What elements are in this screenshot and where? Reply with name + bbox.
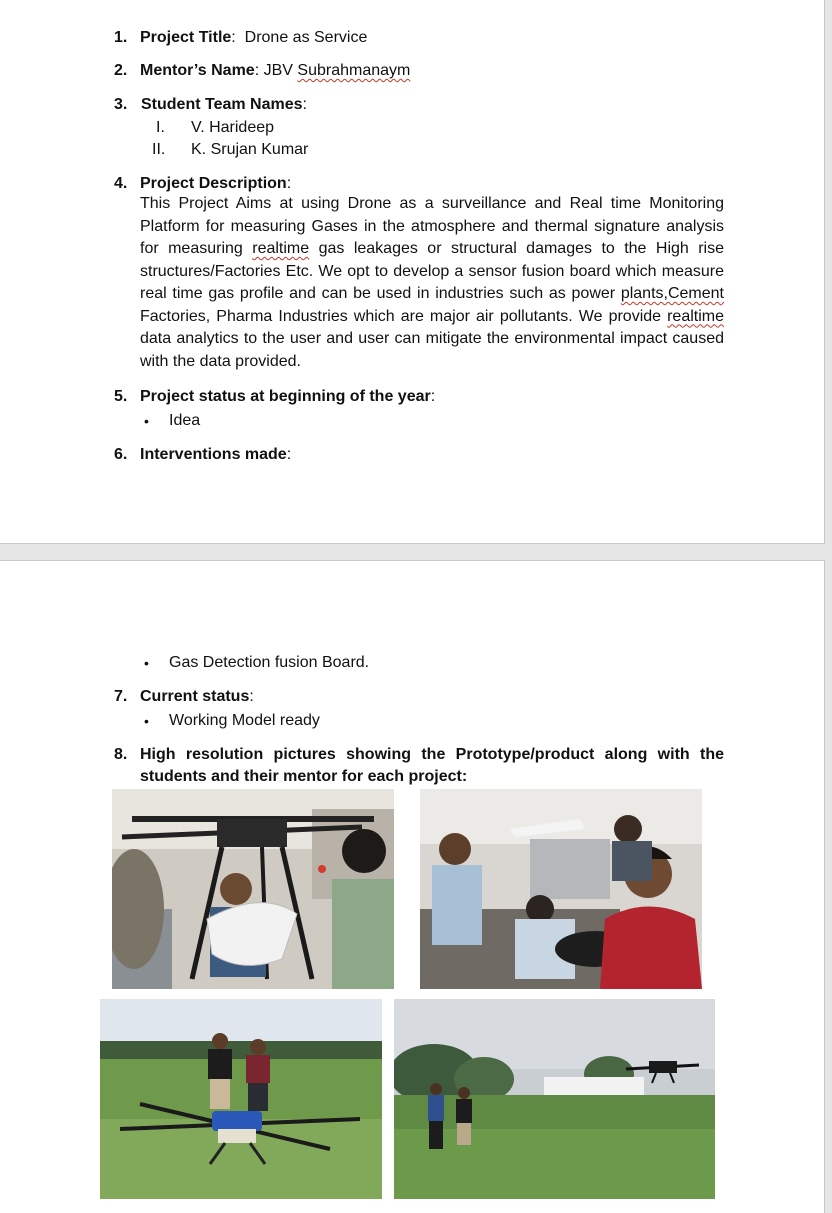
item-number: 4. (114, 175, 128, 192)
colon: : (286, 175, 292, 192)
description-misspelled-word: plants,Cement (620, 285, 724, 302)
colon: : (430, 388, 436, 405)
description-label: Project Description (140, 175, 287, 192)
member-name: V. Harideep (191, 119, 275, 136)
item-number: 1. (114, 29, 128, 46)
pictures-heading-line-1: High resolution pictures showing the Prototype/product along with the (140, 746, 724, 763)
document-page-2 (0, 560, 825, 1213)
item-number: 5. (114, 388, 128, 405)
mentor-name-line (140, 60, 410, 82)
item-number: 7. (114, 688, 128, 705)
pictures-heading-line-2: students and their mentor for each project: (140, 768, 468, 785)
team-names-label: Student Team Names (141, 96, 303, 113)
description-line (140, 173, 291, 195)
colon: : (302, 96, 307, 113)
bullet-icon: • (144, 713, 149, 729)
status-begin-label: Project status at beginning of the year (140, 388, 431, 405)
status-begin-line (140, 386, 435, 408)
interventions-label: Interventions made (140, 446, 287, 463)
item-number: 8. (114, 746, 128, 763)
item-number: 3. (114, 96, 128, 113)
bullet-icon: • (144, 413, 149, 429)
project-description (140, 193, 724, 373)
member-name: K. Srujan Kumar (191, 141, 309, 158)
colon: : (254, 62, 260, 79)
interventions-line (140, 444, 291, 466)
current-status-value: Working Model ready (169, 712, 320, 729)
description-text: gas leakages or structural damages to the High rise structures/Factories Etc. We opt to develop a sensor fusion board which measure real time gas profile and can be used in industries such as power (140, 240, 725, 302)
current-status-line (140, 686, 254, 708)
description-text: This Project Aims at using Drone as a surveillance and Real time Monitoring Platform for measuring Gases in the atmosphere and thermal signature analysis for measuring (140, 195, 724, 257)
mentor-name-label: Mentor’s Name (140, 62, 255, 79)
project-title-value: Drone as Service (244, 29, 368, 46)
project-title-line (140, 27, 367, 49)
item-number: 2. (114, 62, 128, 79)
description-misspelled-word: realtime (252, 240, 310, 257)
document-page-1 (0, 0, 825, 544)
colon: : (286, 446, 292, 463)
photo-drone-flying (394, 999, 715, 1199)
project-title-label: Project Title (140, 29, 232, 46)
item-number: 6. (114, 446, 128, 463)
colon: : (231, 29, 236, 46)
current-status-label: Current status (140, 688, 250, 705)
member-numeral: I. (156, 119, 165, 136)
photo-indoor-team-drone (112, 789, 394, 989)
interventions-value: Gas Detection fusion Board. (169, 654, 370, 671)
colon: : (249, 688, 254, 705)
team-names-line (141, 94, 307, 116)
description-misspelled-word: realtime (667, 307, 724, 325)
bullet-icon: • (144, 655, 149, 671)
description-text: data analytics to the user and user can mitigate the environmental impact caused with the data provided. (140, 330, 724, 370)
photo-field-drone-ground (100, 999, 382, 1199)
photo-lab-selfie (420, 789, 702, 989)
member-numeral: II. (152, 141, 166, 158)
mentor-name-value: JBV (263, 62, 298, 79)
mentor-name-value-misspelled: Subrahmanaym (297, 62, 411, 79)
status-begin-value: Idea (169, 412, 201, 429)
description-text: Factories, Pharma Industries which are major air pollutants. We provide (140, 307, 668, 325)
